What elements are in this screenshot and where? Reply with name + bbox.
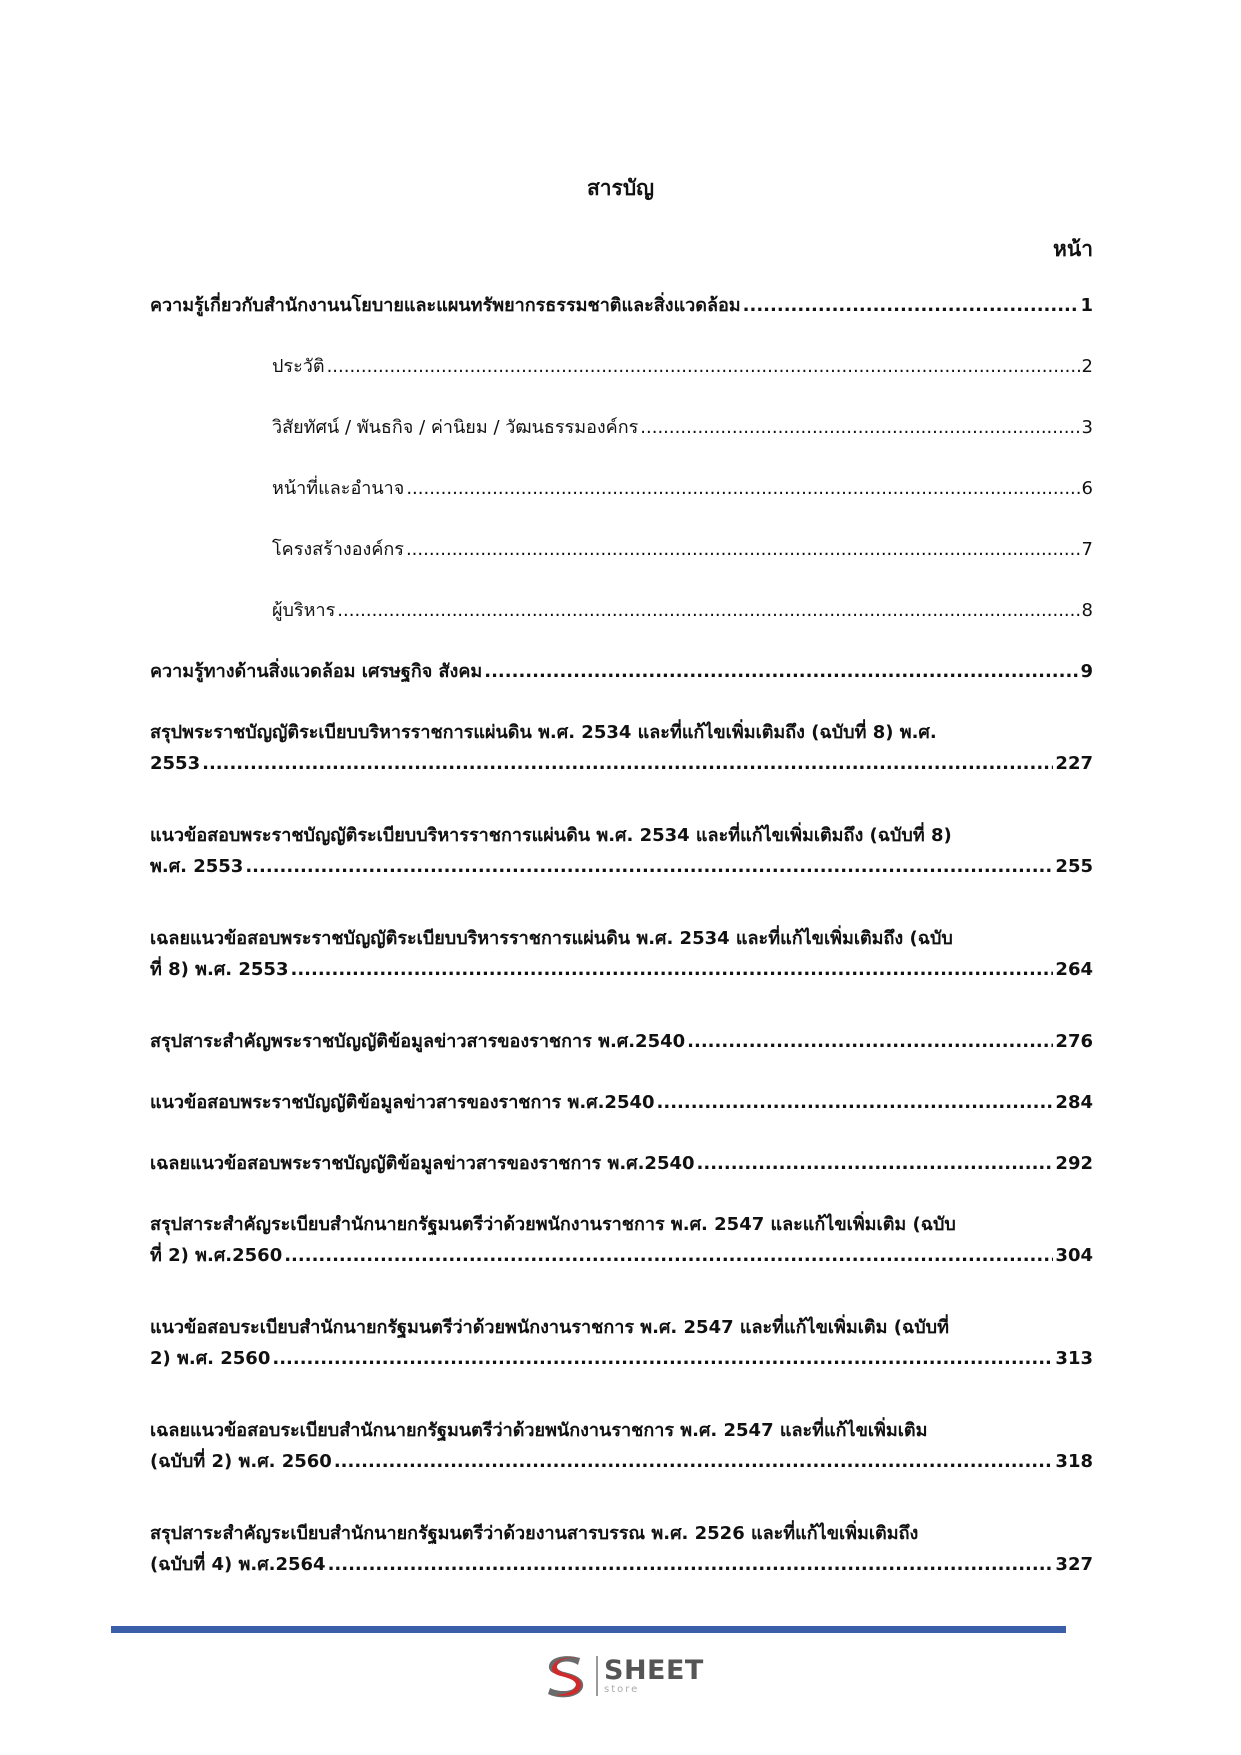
toc-dot-leader [290,954,1053,985]
toc-entry [150,1026,1093,1057]
toc-page-number: 1 [1080,295,1093,316]
toc-entry [150,820,1093,882]
logo-brand-name: SHEET [604,1655,704,1686]
toc-dot-leader [406,534,1080,565]
toc-entry-title-line1: แนวข้อสอบระเบียบสำนักนายกรัฐมนตรีว่าด้วยพนักงานราชการ พ.ศ. 2547 และที่แก้ไขเพิ่มเติม (ฉบับที่ [150,1317,949,1338]
toc-entry-title: ความรู้ทางด้านสิ่งแวดล้อม เศรษฐกิจ สังคม [150,661,483,682]
toc-page-number: 313 [1055,1348,1093,1369]
logo-brand-sub: store [604,1684,640,1695]
toc-dot-leader [697,1148,1054,1179]
toc-entry-title: วิสัยทัศน์ / พันธกิจ / ค่านิยม / วัฒนธรรมองค์กร [272,417,639,438]
toc-entry-title-line1: แนวข้อสอบพระราชบัญญัติระเบียบบริหารราชการแผ่นดิน พ.ศ. 2534 และที่แก้ไขเพิ่มเติมถึง (ฉบับที่ 8) [150,825,952,846]
sheet-store-logo [540,1652,704,1700]
toc-entry-title: 2) พ.ศ. 2560 [150,1348,271,1369]
toc-entry-title-line1: สรุปสาระสำคัญระเบียบสำนักนายกรัฐมนตรีว่าด้วยพนักงานราชการ พ.ศ. 2547 และแก้ไขเพิ่มเติม (ฉบับ [150,1214,956,1235]
toc-entry-title-line1: สรุปพระราชบัญญัติระเบียบบริหารราชการแผ่นดิน พ.ศ. 2534 และที่แก้ไขเพิ่มเติมถึง (ฉบับที่ 8) พ.ศ. [150,722,937,743]
toc-entry-title: ผู้บริหาร [272,600,336,621]
toc-entry-title: แนวข้อสอบพระราชบัญญัติข้อมูลข่าวสารของราชการ พ.ศ.2540 [150,1092,655,1113]
toc-entry-title: (ฉบับที่ 4) พ.ศ.2564 [150,1554,326,1575]
toc-dot-leader [640,412,1079,443]
toc-dot-leader [272,1343,1053,1374]
logo-divider [596,1656,598,1696]
page-title: สารบัญ [586,176,655,200]
toc-entry-title: 2553 [150,753,201,774]
toc-dot-leader [337,595,1079,626]
toc-page-number: 6 [1081,478,1093,499]
toc-entry-title: เฉลยแนวข้อสอบพระราชบัญญัติข้อมูลข่าวสารของราชการ พ.ศ.2540 [150,1153,695,1174]
toc-dot-leader [284,1240,1053,1271]
toc-entry-title: ประวัติ [272,356,325,377]
toc-subentry [150,534,1093,565]
toc-subentry [150,473,1093,504]
toc-entry-title: (ฉบับที่ 2) พ.ศ. 2560 [150,1451,332,1472]
toc-entry-title: หน้าที่และอำนาจ [272,478,405,499]
toc-dot-leader [484,656,1078,687]
toc-entry [150,717,1093,779]
toc-page-number: 304 [1055,1245,1093,1266]
toc-dot-leader [657,1087,1054,1118]
page-column-header: หน้า [1053,237,1093,261]
toc-page-number: 2 [1081,356,1093,377]
toc-entry-title: ที่ 8) พ.ศ. 2553 [150,959,289,980]
toc-page-number: 255 [1055,856,1093,877]
toc-dot-leader [687,1026,1053,1057]
footer-divider [111,1626,1066,1633]
toc-entry [150,1415,1093,1477]
table-of-contents [150,290,1093,1621]
toc-page-number: 284 [1055,1092,1093,1113]
toc-dot-leader [245,851,1053,882]
toc-dot-leader [743,290,1079,321]
toc-page-number: 3 [1081,417,1093,438]
toc-entry [150,1087,1093,1118]
toc-page-number: 318 [1055,1451,1093,1472]
toc-dot-leader [327,351,1080,382]
toc-entry-title-line1: เฉลยแนวข้อสอบพระราชบัญญัติระเบียบบริหารราชการแผ่นดิน พ.ศ. 2534 และที่แก้ไขเพิ่มเติมถึง (ฉบับ [150,928,953,949]
toc-entry-title: สรุปสาระสำคัญพระราชบัญญัติข้อมูลข่าวสารของราชการ พ.ศ.2540 [150,1031,686,1052]
toc-page-number: 264 [1055,959,1093,980]
toc-entry-title: ที่ 2) พ.ศ.2560 [150,1245,283,1266]
toc-entry-title: ความรู้เกี่ยวกับสำนักงานนโยบายและแผนทรัพยากรธรรมชาติและสิ่งแวดล้อม [150,295,741,316]
toc-entry [150,290,1093,321]
toc-subentry [150,595,1093,626]
toc-dot-leader [334,1446,1054,1477]
toc-entry [150,1148,1093,1179]
toc-page-number: 7 [1081,539,1093,560]
toc-entry [150,656,1093,687]
toc-entry [150,1209,1093,1271]
toc-dot-leader [406,473,1079,504]
toc-entry-title-line1: เฉลยแนวข้อสอบระเบียบสำนักนายกรัฐมนตรีว่าด้วยพนักงานราชการ พ.ศ. 2547 และที่แก้ไขเพิ่มเติม [150,1420,928,1441]
toc-dot-leader [202,748,1053,779]
toc-subentry [150,351,1093,382]
toc-entry [150,923,1093,985]
toc-page-number: 327 [1055,1554,1093,1575]
toc-entry-title-line1: สรุปสาระสำคัญระเบียบสำนักนายกรัฐมนตรีว่าด้วยงานสารบรรณ พ.ศ. 2526 และที่แก้ไขเพิ่มเติมถึง [150,1523,919,1544]
toc-subentry [150,412,1093,443]
toc-entry [150,1518,1093,1580]
toc-page-number: 227 [1055,753,1093,774]
toc-page-number: 292 [1055,1153,1093,1174]
toc-entry [150,1312,1093,1374]
toc-entry-title: พ.ศ. 2553 [150,856,244,877]
sheet-store-s-logo-icon [540,1652,592,1700]
toc-entry-title: โครงสร้างองค์กร [272,539,404,560]
toc-page-number: 8 [1081,600,1093,621]
toc-dot-leader [328,1549,1054,1580]
toc-page-number: 9 [1080,661,1093,682]
toc-page-number: 276 [1055,1031,1093,1052]
